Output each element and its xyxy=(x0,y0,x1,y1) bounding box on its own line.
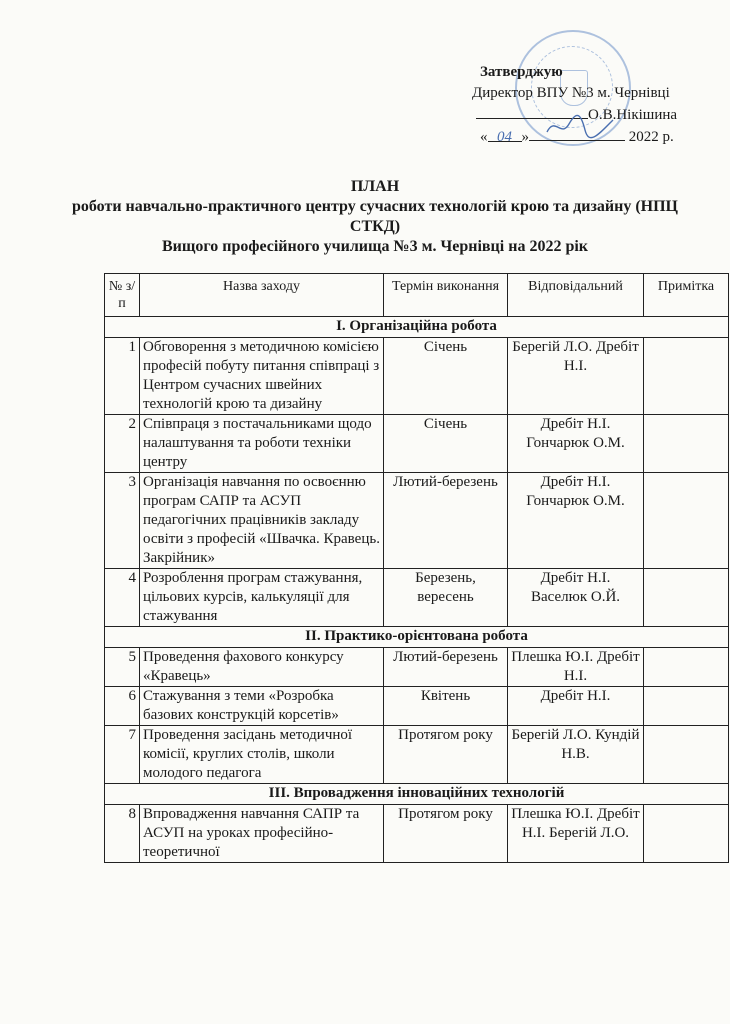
section-row xyxy=(105,627,729,648)
date-year: 2022 р. xyxy=(628,129,674,145)
row-number: 3 xyxy=(105,473,140,569)
table-row xyxy=(105,687,729,726)
row-responsible: Берегій Л.О. Кундій Н.В. xyxy=(508,726,644,784)
row-number: 2 xyxy=(105,415,140,473)
table-row xyxy=(105,648,729,687)
row-number: 7 xyxy=(105,726,140,784)
column-header-term: Термін виконання xyxy=(384,274,508,317)
row-responsible: Дребіт Н.І. xyxy=(508,687,644,726)
row-name: Впровадження навчання САПР та АСУП на уроках професійно-теоретичної xyxy=(140,805,384,863)
section-title: ІІ. Практико-орієнтована робота xyxy=(105,627,729,648)
table-row xyxy=(105,726,729,784)
title-line-2: роботи навчально-практичного центру сучасних технологій крою та дизайну (НПЦ СТКД) xyxy=(71,198,678,235)
row-term: Протягом року xyxy=(384,805,508,863)
column-header-number: № з/п xyxy=(105,274,140,317)
title-line-1: ПЛАН xyxy=(350,178,400,195)
approval-title: Затверджую xyxy=(480,64,563,80)
row-term: Лютий-березень xyxy=(384,473,508,569)
approval-position: Директор ВПУ №3 м. Чернівці xyxy=(472,85,670,101)
row-responsible: Дребіт Н.І. Гончарюк О.М. xyxy=(508,415,644,473)
row-name: Співпраця з постачальниками щодо налаштування та роботи техніки центру xyxy=(140,415,384,473)
date-close-quote: » xyxy=(521,129,529,145)
section-row xyxy=(105,317,729,338)
row-number: 5 xyxy=(105,648,140,687)
row-number: 8 xyxy=(105,805,140,863)
row-note xyxy=(644,687,729,726)
row-number: 6 xyxy=(105,687,140,726)
plan-table xyxy=(104,273,729,863)
row-responsible: Плешка Ю.І. Дребіт Н.І. xyxy=(508,648,644,687)
row-responsible: Дребіт Н.І. Гончарюк О.М. xyxy=(508,473,644,569)
row-note xyxy=(644,805,729,863)
row-note xyxy=(644,648,729,687)
row-term: Квітень xyxy=(384,687,508,726)
row-name: Обговорення з методичною комісією професій побуту питання співпраці з Центром сучасних швейних технологій крою та дизайну xyxy=(140,338,384,415)
section-title: ІІІ. Впровадження інноваційних технологій xyxy=(105,784,729,805)
row-term: Протягом року xyxy=(384,726,508,784)
row-note xyxy=(644,338,729,415)
row-name: Організація навчання по освоєнню програм САПР та АСУП педагогічних працівників закладу освіти з професій «Швачка. Кравець. Закрійник» xyxy=(140,473,384,569)
row-term: Січень xyxy=(384,415,508,473)
column-header-name: Назва заходу xyxy=(140,274,384,317)
row-name: Розроблення програм стажування, цільових курсів, калькуляції для стажування xyxy=(140,569,384,627)
row-note xyxy=(644,726,729,784)
row-name: Стажування з теми «Розробка базових конструкцій корсетів» xyxy=(140,687,384,726)
row-number: 1 xyxy=(105,338,140,415)
date-open-quote: « xyxy=(480,129,488,145)
table-row xyxy=(105,338,729,415)
table-row xyxy=(105,415,729,473)
row-term: Березень, вересень xyxy=(384,569,508,627)
row-responsible: Берегій Л.О. Дребіт Н.І. xyxy=(508,338,644,415)
row-term: Лютий-березень xyxy=(384,648,508,687)
row-note xyxy=(644,569,729,627)
row-number: 4 xyxy=(105,569,140,627)
table-row xyxy=(105,805,729,863)
column-header-responsible: Відповідальний xyxy=(508,274,644,317)
table-row xyxy=(105,473,729,569)
section-row xyxy=(105,784,729,805)
table-row xyxy=(105,569,729,627)
row-term: Січень xyxy=(384,338,508,415)
row-name: Проведення засідань методичної комісії, круглих столів, школи молодого педагога xyxy=(140,726,384,784)
row-note xyxy=(644,415,729,473)
title-line-3: Вищого професійного училища №3 м. Чернівці на 2022 рік xyxy=(161,238,588,255)
column-header-note: Примітка xyxy=(644,274,729,317)
row-note xyxy=(644,473,729,569)
row-responsible: Дребіт Н.І. Васелюк О.Й. xyxy=(508,569,644,627)
table-header-row xyxy=(105,274,729,317)
document-title xyxy=(0,177,730,257)
handwritten-signature xyxy=(545,112,615,140)
row-name: Проведення фахового конкурсу «Кравець» xyxy=(140,648,384,687)
approval-signer: О.В.Нікішина xyxy=(588,107,678,123)
date-day: 04 xyxy=(488,127,522,142)
section-title: І. Організаційна робота xyxy=(105,317,729,338)
row-responsible: Плешка Ю.І. Дребіт Н.І. Берегій Л.О. xyxy=(508,805,644,863)
